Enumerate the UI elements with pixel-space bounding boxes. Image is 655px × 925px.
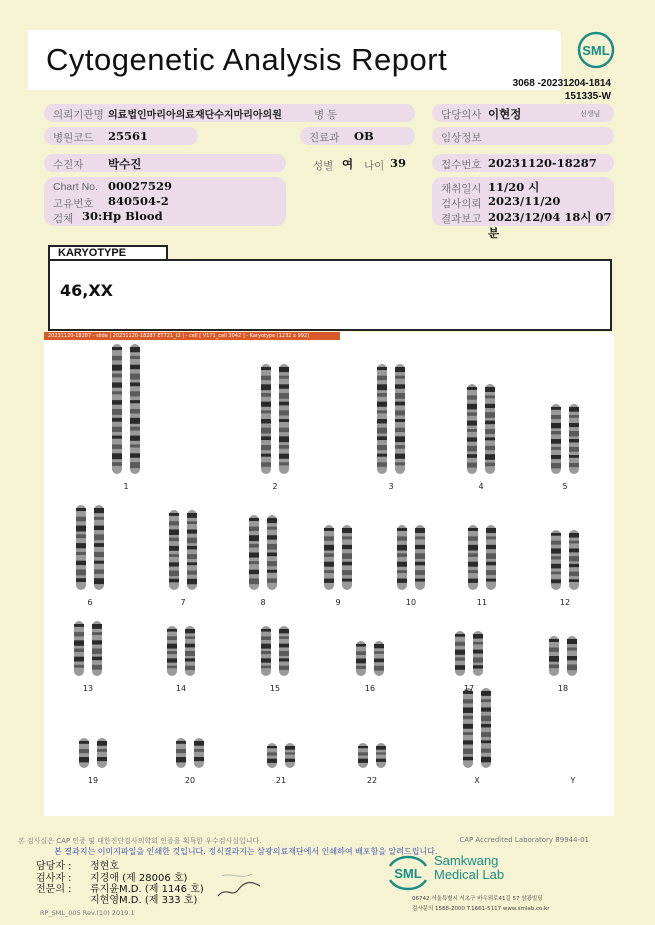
title-bar: [28, 30, 561, 90]
collect-value: 11/20 시: [488, 180, 540, 194]
reporter-label: 담당자 :: [36, 861, 72, 872]
chromosome-label-3: 3: [388, 482, 394, 491]
ward-label: 병 동: [314, 109, 338, 121]
samkwang-logo-icon: [384, 852, 432, 892]
hospital-code-label: 병원코드: [53, 132, 94, 144]
chromosome-label-16: 16: [364, 684, 376, 693]
chromosome-label-2: 2: [272, 482, 278, 491]
chromosome-pair-12: [551, 530, 579, 590]
clinical-field: [432, 127, 614, 145]
unique-value: 840504-2: [108, 194, 169, 208]
chromosome-label-X: X: [474, 776, 480, 785]
chromosome-label-20: 20: [184, 776, 196, 785]
patient-field: [44, 154, 286, 172]
sml-logo-icon: [576, 30, 616, 70]
receipt-field: [432, 154, 614, 172]
age-value: 39: [390, 156, 407, 170]
patient-value: 박수진: [108, 157, 142, 171]
dept-value: OB: [354, 129, 374, 143]
chromosome-pair-5: [551, 404, 579, 474]
chromosome-label-21: 21: [275, 776, 287, 785]
chromosome-label-7: 7: [180, 598, 186, 607]
chromosome-pair-4: [467, 384, 495, 474]
doctor-field: [432, 104, 614, 122]
specimen-label: 검체: [53, 213, 74, 225]
chromosome-label-5: 5: [562, 482, 568, 491]
brand-line-2: Medical Lab: [434, 867, 505, 882]
chromosome-label-6: 6: [87, 598, 93, 607]
request-value: 2023/11/20: [488, 194, 561, 208]
institution-field: [44, 104, 415, 122]
tester-label: 검사자 :: [36, 873, 72, 884]
specialist-value-1: 류지윤M.D. (제 1146 호): [90, 884, 204, 895]
brand-name: [434, 854, 504, 882]
dept-field: [300, 127, 415, 145]
chromosome-label-15: 15: [269, 684, 281, 693]
brand-line-1: Samkwang: [434, 853, 499, 868]
contact: 검사문의 1588-2000 T.1661-5117 www.smlab.co.kr: [412, 906, 550, 912]
chromosome-pair-3: [377, 364, 405, 474]
chromosome-label-14: 14: [175, 684, 187, 693]
accreditation-right: CAP Accredited Laboratory 89944-01: [459, 836, 589, 844]
chromosome-pair-19: [79, 738, 107, 768]
chromosome-label-1: 1: [123, 482, 129, 491]
karyogram-caption: 20231120-18287 - slide | 20231120-18287 ET721_t2 | - cell [ V171_cell 3042 ] - Karyotype (1232 x 992): [44, 332, 340, 340]
chromosome-pair-20: [176, 738, 204, 768]
clinical-label: 임상정보: [441, 132, 482, 144]
report-title: Cytogenetic Analysis Report: [46, 42, 448, 77]
chromosome-label-17: 17: [463, 684, 475, 693]
specimen-value: 30:Hp Blood: [82, 209, 163, 223]
chromosome-pair-X: [463, 688, 491, 768]
karyotype-box: [48, 259, 612, 331]
result-label: 결과보고: [441, 213, 482, 225]
chromosome-pair-17: [455, 631, 483, 676]
hospital-code-field: [44, 127, 198, 145]
chromosome-pair-21: [267, 743, 295, 768]
request-label: 검사의뢰: [441, 198, 482, 210]
chromosome-pair-8: [249, 515, 277, 590]
chromosome-pair-16: [356, 641, 384, 676]
chromosome-pair-1: [112, 344, 140, 474]
footer: [0, 816, 655, 925]
unique-label: 고유번호: [53, 198, 94, 210]
doctor-label: 담당의사: [441, 109, 482, 121]
chromosome-label-11: 11: [476, 598, 488, 607]
sex-label: 성별: [313, 160, 334, 172]
chart-value: 00027529: [108, 179, 173, 193]
chart-block: [44, 177, 286, 226]
specialist-value-2: 지현영M.D. (제 333 호): [90, 895, 198, 906]
chromosome-label-4: 4: [478, 482, 484, 491]
chromosome-label-12: 12: [559, 598, 571, 607]
collect-label: 채취일시: [441, 183, 482, 195]
specialist-label: 전문의 :: [36, 884, 72, 895]
chromosome-pair-13: [74, 621, 102, 676]
tester-value: 지경애 (제 28006 호): [90, 873, 188, 884]
chromosome-label-19: 19: [87, 776, 99, 785]
chromosome-label-13: 13: [82, 684, 94, 693]
result-value: 2023/12/04 18시 07분: [488, 210, 612, 240]
chromosome-pair-11: [468, 525, 496, 590]
institution-label: 의뢰기관명: [53, 109, 104, 121]
institution-value: 의료법인마리아의료재단수지마리아의원: [108, 110, 282, 121]
age-label: 나이: [364, 160, 385, 172]
chromosome-pair-18: [549, 636, 577, 676]
chromosome-pair-22: [358, 743, 386, 768]
karyogram-chromosomes: [44, 332, 614, 816]
karyotype-tab: KARYOTYPE: [48, 245, 168, 260]
sex-value: 여: [342, 157, 354, 171]
report-ids: [513, 77, 611, 103]
chromosome-pair-9: [324, 525, 352, 590]
dates-block: [432, 177, 614, 240]
specialist-row-2: [36, 891, 197, 906]
chromosome-pair-10: [397, 525, 425, 590]
signature-icon: [214, 868, 264, 904]
hospital-code-value: 25561: [108, 129, 149, 143]
chromosome-label-9: 9: [335, 598, 341, 607]
chromosome-pair-6: [76, 505, 104, 590]
doctor-suffix: 선생님: [580, 111, 601, 118]
chromosome-pair-15: [261, 626, 289, 676]
doctor-value: 이현정: [488, 107, 522, 121]
chromosome-label-18: 18: [557, 684, 569, 693]
chromosome-pair-2: [261, 364, 289, 474]
receipt-value: 20231120-18287: [488, 156, 597, 170]
chromosome-pair-7: [169, 510, 197, 590]
reporter-value: 정현호: [90, 861, 119, 872]
notice-text: 본 결과지는 이미지파일을 인쇄한 것입니다. 정식결과지는 삼광의료재단에서 인쇄하여 배포함을 알려드립니다.: [54, 847, 438, 856]
chromosome-label-8: 8: [260, 598, 266, 607]
report-id-1: 3068 -20231204-1814: [512, 78, 611, 89]
dept-label: 진료과: [309, 132, 340, 144]
form-code: RP_SML_005 Rev.(10) 2019.1: [40, 909, 135, 917]
chromosome-label-10: 10: [405, 598, 417, 607]
chromosome-pair-14: [167, 626, 195, 676]
accreditation-left: 본 검사실은 CAP 인증 및 대한진단검사의학회 인증을 획득한 우수검사실입니다.: [18, 837, 262, 845]
patient-label: 수진자: [53, 159, 84, 171]
chromosome-label-Y: Y: [570, 776, 576, 785]
svg-text:SML: SML: [394, 866, 422, 881]
logo-text: SML: [582, 43, 610, 58]
receipt-label: 접수번호: [441, 159, 482, 171]
chart-label: Chart No.: [53, 181, 98, 193]
report-id-2: 151335-W: [564, 91, 611, 102]
karyogram-image: [44, 332, 614, 816]
karyotype-result: 46,XX: [60, 281, 114, 300]
chromosome-label-22: 22: [366, 776, 378, 785]
address: 06742 서울특별시 서초구 바우뫼로41길 57 삼광빌딩: [412, 896, 543, 902]
